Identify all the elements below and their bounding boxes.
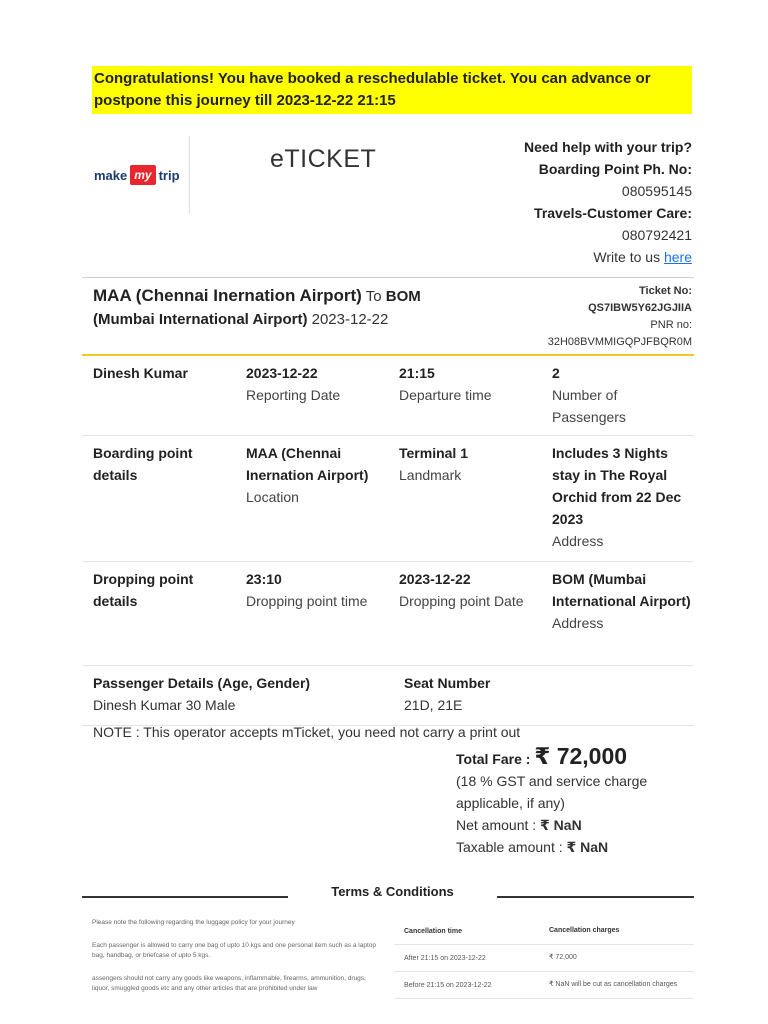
dropping-title-cell (82, 562, 235, 665)
logo-my: my (130, 165, 155, 185)
cell-value: Dinesh Kumar (93, 365, 188, 381)
cell-value: 23:10 (246, 571, 282, 587)
boarding-location-cell (235, 436, 388, 561)
logo-divider (189, 136, 190, 214)
reporting-date-cell (235, 356, 388, 435)
cell-label: Address (552, 615, 604, 631)
boarding-title-cell (82, 436, 235, 561)
luggage-line: Please note the following regarding the luggage policy for your journey (92, 919, 295, 926)
total-fare (456, 745, 716, 770)
cell-label: Address (552, 533, 604, 549)
passenger-name-cell (82, 356, 235, 435)
ticket-no: QS7IBW5Y62JGJIIA (588, 302, 692, 314)
boarding-address-cell (541, 436, 694, 561)
cancellation-charge: ₹ NaN will be cut as cancellation charges (549, 981, 678, 988)
cancellation-time: After 21:15 on 2023-12-22 (404, 954, 486, 962)
cell-label: Dropping point Date (399, 593, 524, 609)
net-amount-value: ₹ NaN (540, 817, 582, 833)
passenger-row (82, 666, 694, 726)
cancellation-charges-header: Cancellation charges (549, 927, 620, 934)
customer-care-label: Travels-Customer Care: (534, 205, 692, 221)
seat-number-cell (393, 666, 693, 725)
passenger-count-cell (541, 356, 694, 435)
cell-label: Reporting Date (246, 387, 341, 403)
route-date: 2023-12-22 (307, 311, 389, 328)
journey-row (82, 356, 694, 436)
cell-value: Dropping point details (93, 571, 194, 609)
boarding-landmark-cell (388, 436, 541, 561)
cell-value: Includes 3 Nights stay in The Royal Orchid from 22 Dec 2023 (552, 445, 682, 527)
cell-value: Terminal 1 (399, 445, 468, 461)
seat-header: Seat Number (404, 675, 491, 691)
cancellation-charge: ₹ 72,000 (549, 954, 577, 961)
customer-care-phone[interactable]: 080792421 (621, 227, 692, 243)
cell-value: 2023-12-22 (246, 365, 318, 381)
route-to: BOM (385, 288, 421, 305)
reschedule-banner: Congratulations! You have booked a reschedulable ticket. You can advance or postpone this journey till 2023-12-22 21:15 (92, 66, 692, 114)
divider-top (82, 277, 694, 278)
terms-title: Terms & Conditions (331, 884, 454, 899)
seat-value: 21D, 21E (404, 697, 463, 713)
total-fare-label: Total Fare : (456, 751, 535, 767)
boarding-row (82, 436, 694, 562)
cell-label: Number of Passengers (552, 387, 626, 425)
cell-value: BOM (Mumbai International Airport) (552, 571, 691, 609)
cell-value: Boarding point details (93, 445, 193, 483)
dropping-date-cell (388, 562, 541, 665)
dropping-time-cell (235, 562, 388, 665)
table-row (394, 972, 694, 999)
write-to-us (524, 246, 692, 268)
cancellation-time: Before 21:15 on 2023-12-22 (404, 981, 492, 989)
fare-block (456, 745, 716, 858)
cancellation-header (394, 918, 694, 945)
net-amount (456, 814, 716, 836)
taxable-amount (456, 836, 716, 858)
cell-label: Dropping point time (246, 593, 368, 609)
ticket-numbers (548, 283, 692, 351)
ticket-no-label: Ticket No: (639, 285, 692, 297)
table-row (394, 945, 694, 972)
passenger-details-cell (82, 666, 393, 725)
makemytrip-logo[interactable] (94, 162, 180, 188)
cancellation-table (394, 918, 694, 999)
dropping-row (82, 562, 694, 666)
cell-value: MAA (Chennai Inernation Airport) (246, 445, 369, 483)
taxable-amount-label: Taxable amount : (456, 839, 567, 855)
logo-trip: trip (158, 167, 180, 183)
luggage-line: assengers should not carry any goods like weapons, inflammable, firearms, ammunition, drugs, liquor, smuggled goods etc and any other articles that are prohibited under law (92, 975, 366, 992)
help-block (524, 136, 692, 268)
write-to-us-link[interactable]: here (663, 249, 692, 265)
journey-details (82, 356, 694, 726)
terms-line-left (82, 896, 288, 898)
passenger-value: Dinesh Kumar 30 Male (93, 697, 236, 713)
boarding-phone[interactable]: 080595145 (621, 183, 692, 199)
route-to-full: (Mumbai International Airport) (93, 311, 308, 328)
luggage-line: Each passenger is allowed to carry one bag of upto 10 kgs and one personal item such as a laptop bag, handbag, or briefcase of upto 5 kgs. (92, 942, 377, 959)
cell-label: Location (246, 489, 299, 505)
write-prefix: Write to us (593, 249, 664, 265)
cell-value: 2 (552, 365, 560, 381)
taxable-amount-value: ₹ NaN (566, 839, 609, 855)
logo-make: make (94, 167, 128, 183)
mticket-note: NOTE : This operator accepts mTicket, you need not carry a print out (93, 724, 521, 740)
pnr-label: PNR no: (650, 319, 692, 331)
luggage-policy (92, 918, 382, 1007)
route-info (93, 284, 423, 331)
departure-time-cell (388, 356, 541, 435)
terms-line-right (497, 896, 694, 898)
route-to-word: To (361, 288, 386, 305)
passenger-header: Passenger Details (Age, Gender) (93, 675, 311, 691)
gst-note: (18 % GST and service charge applicable, if any) (456, 773, 648, 811)
eticket-title: eTICKET (270, 145, 377, 173)
dropping-address-cell (541, 562, 694, 665)
total-fare-amount: ₹ 72,000 (534, 743, 628, 769)
cell-label: Landmark (399, 467, 462, 483)
net-amount-label: Net amount : (456, 817, 541, 833)
boarding-phone-label: Boarding Point Ph. No: (538, 161, 692, 177)
cell-label: Departure time (399, 387, 492, 403)
help-title: Need help with your trip? (523, 139, 692, 155)
cell-value: 21:15 (399, 365, 435, 381)
cell-value: 2023-12-22 (399, 571, 471, 587)
cancellation-time-header: Cancellation time (404, 927, 462, 935)
pnr-no: 32H08BVMMIGQPJFBQR0M (547, 336, 692, 348)
route-from: MAA (Chennai Inernation Airport) (93, 286, 362, 305)
